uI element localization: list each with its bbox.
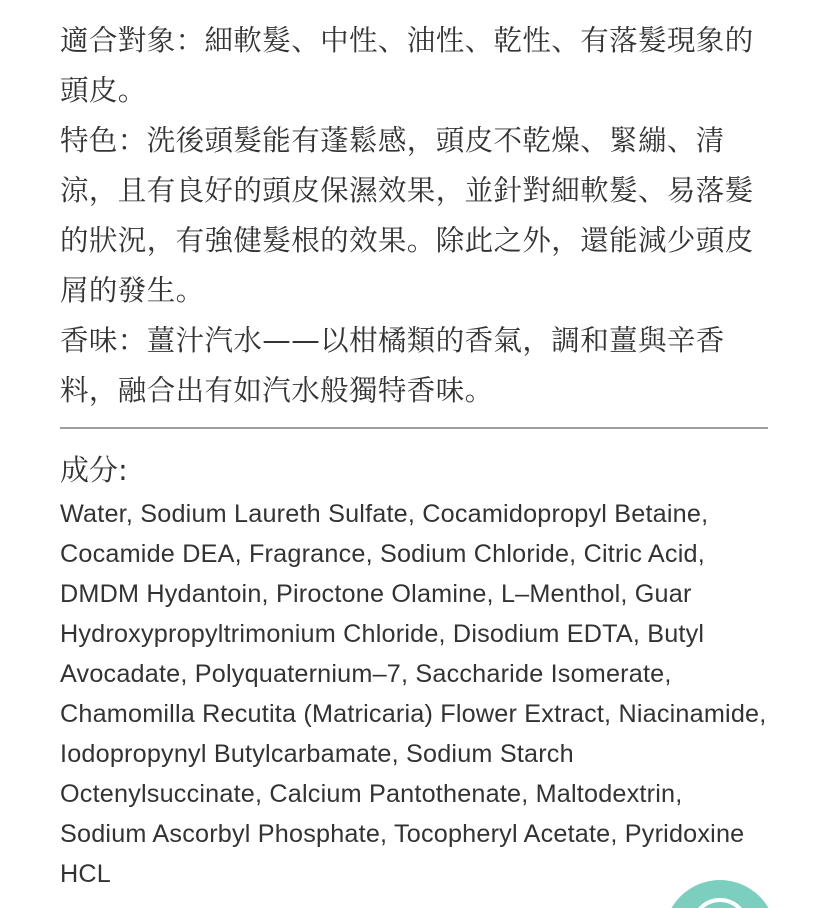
- section-divider: [60, 427, 768, 429]
- product-description: [60, 16, 772, 416]
- scent-text: 香味：薑汁汽水——以柑橘類的香氣，調和薑與辛香料，融合出有如汽水般獨特香味。: [60, 324, 725, 407]
- features-text: 特色：洗後頭髮能有蓬鬆感，頭皮不乾燥、緊繃、清涼，且有良好的頭皮保濕效果，並針對細軟髮、易落髮的狀況，有強健髮根的效果。除此之外，還能減少頭皮屑的發生。: [60, 124, 754, 307]
- chat-icon: [691, 898, 749, 908]
- suitable-for-text: 適合對象：細軟髮、中性、油性、乾性、有落髮現象的頭皮。: [60, 24, 754, 107]
- ingredients-list: Water, Sodium Laureth Sulfate, Cocamidopropyl Betaine, Cocamide DEA, Fragrance, Sodium Chloride, Citric Acid, DMDM Hydantoin, Piroctone Olamine, L–Menthol, Guar Hydroxypropyltrimonium Chloride, Disodium EDTA, Butyl Avocadate, Polyquaternium–7, Saccharide Isomerate, Chamomilla Recutita (Matricaria) Flower Extract, Niacinamide, Iodopropynyl Butylcarbamate, Sodium Starch Octenylsuccinate, Calcium Pantothenate, Maltodextrin, Sodium Ascorbyl Phosphate, Tocopheryl Acetate, Pyridoxine HCL: [60, 500, 767, 888]
- ingredients-title: 成分:: [60, 453, 128, 487]
